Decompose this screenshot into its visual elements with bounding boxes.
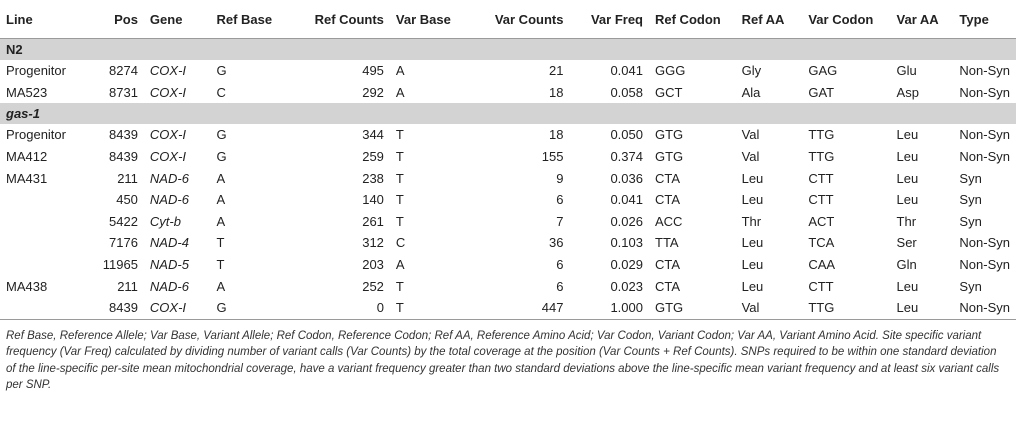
table-row [0, 60, 1016, 82]
table-cell: 238 [362, 170, 384, 186]
table-cell: A [395, 63, 405, 79]
table-cell: 9 [556, 170, 564, 186]
table-cell: C [216, 84, 226, 100]
table-cell: T [395, 192, 404, 208]
table-cell: NAD-4 [149, 235, 189, 251]
table-cell: TTG [802, 297, 890, 319]
table-cell: G [216, 149, 227, 165]
table-cell: Val [741, 127, 760, 143]
header-var-aa: Var AA [891, 0, 954, 39]
table-cell: T [216, 235, 225, 251]
table-row [0, 254, 1016, 276]
table-cell: MA438 [6, 278, 48, 294]
table-cell: GTG [655, 149, 684, 165]
table-cell: Ala [741, 84, 761, 100]
table-cell: 0.036 [610, 170, 643, 186]
table-cell: 211 [117, 170, 138, 186]
table-cell: Val [741, 149, 760, 165]
table-cell: COX-I [149, 127, 187, 143]
table-cell: TTG [808, 127, 835, 143]
table-cell: 8439 [84, 297, 144, 319]
table-cell: 7176 [109, 235, 138, 251]
table-cell: Non-Syn [959, 149, 1010, 165]
table-cell: 0.026 [610, 213, 643, 229]
table-cell: GTG [655, 127, 684, 143]
table-cell: Leu [896, 127, 919, 143]
table-cell: 21 [548, 63, 564, 79]
table-cell: MA412 [6, 149, 48, 165]
table-cell: 18 [548, 84, 564, 100]
table-cell: T [395, 149, 404, 165]
table-cell: G [216, 63, 227, 79]
table-row [0, 211, 1016, 233]
table-cell [0, 211, 84, 233]
table-cell: A [216, 278, 226, 294]
header-pos: Pos [84, 0, 144, 39]
header-type: Type [953, 0, 1016, 39]
table-cell: Non-Syn [959, 84, 1010, 100]
table-cell: Ser [896, 235, 917, 251]
table-cell: CTA [655, 192, 681, 208]
table-cell: Leu [741, 170, 764, 186]
header-gene: Gene [144, 0, 211, 39]
table-row [0, 275, 1016, 297]
table-cell: 211 [117, 278, 138, 294]
table-cell: Leu [741, 192, 764, 208]
table-cell: NAD-6 [149, 278, 189, 294]
table-cell: T [395, 278, 404, 294]
table-cell: 5422 [109, 213, 138, 229]
table-cell [0, 232, 84, 254]
header-ref-codon: Ref Codon [649, 0, 736, 39]
table-cell: 8439 [109, 149, 138, 165]
table-cell: Thr [896, 213, 917, 229]
table-cell: 450 [116, 192, 138, 208]
header-ref-base: Ref Base [210, 0, 294, 39]
table-cell [0, 254, 84, 276]
table-cell: Leu [891, 297, 954, 319]
table-cell: A [216, 192, 226, 208]
table-cell: CTT [808, 192, 834, 208]
table-cell: Syn [959, 278, 982, 294]
table-cell: 0 [295, 297, 390, 319]
table-cell: Non-Syn [959, 235, 1010, 251]
table-body [0, 39, 1016, 320]
table-cell: Asp [896, 84, 919, 100]
table-cell: COX-I [149, 149, 187, 165]
table-cell: CTA [655, 257, 681, 273]
table-cell: 0.058 [610, 84, 643, 100]
table-cell: ACT [808, 213, 835, 229]
table-cell: 7 [556, 213, 564, 229]
table-cell: Syn [959, 213, 982, 229]
header-row [0, 0, 1016, 39]
table-cell: 203 [362, 257, 384, 273]
table-row [0, 146, 1016, 168]
table-cell: GAG [808, 63, 838, 79]
table-cell: T [395, 170, 404, 186]
table-cell: GAT [808, 84, 835, 100]
table-cell: G [210, 297, 294, 319]
table-cell: 261 [362, 213, 384, 229]
table-cell: 11965 [102, 257, 138, 273]
table-cell: Non-Syn [959, 127, 1010, 143]
table-cell: Syn [959, 192, 982, 208]
table-cell: 292 [362, 84, 384, 100]
table-cell: Non-Syn [953, 297, 1016, 319]
table-cell: C [395, 235, 406, 251]
table-cell: CTA [655, 170, 681, 186]
table-cell: 36 [548, 235, 564, 251]
table-cell: Cyt-b [149, 213, 181, 229]
table-cell: 0.050 [610, 127, 643, 143]
table-cell: Leu [896, 170, 919, 186]
table-cell: NAD-6 [149, 170, 189, 186]
table-row [0, 124, 1016, 146]
group-row [0, 103, 1016, 124]
table-cell: Non-Syn [959, 257, 1010, 273]
table-cell: A [216, 170, 226, 186]
header-var-counts: Var Counts [472, 0, 569, 39]
table-cell: TTA [655, 235, 679, 251]
table-cell: 312 [362, 235, 384, 251]
table-row [0, 82, 1016, 104]
table-row [0, 167, 1016, 189]
table-cell: T [395, 213, 404, 229]
table-cell: TCA [808, 235, 835, 251]
table-cell: 0.023 [610, 278, 643, 294]
table-cell: 0.041 [610, 192, 643, 208]
table-cell: CTT [808, 170, 834, 186]
table-cell: 252 [362, 278, 384, 294]
table-cell: Val [736, 297, 803, 319]
table-cell: Non-Syn [959, 63, 1010, 79]
table-cell: Leu [896, 278, 919, 294]
table-cell: CTT [808, 278, 834, 294]
table-cell: Leu [741, 278, 764, 294]
table-cell: A [395, 257, 405, 273]
table-cell: 495 [362, 63, 384, 79]
table-cell: Leu [896, 149, 919, 165]
table-cell: T [395, 127, 404, 143]
table-cell: 447 [472, 297, 569, 319]
header-line: Line [0, 0, 84, 39]
header-var-freq: Var Freq [569, 0, 649, 39]
table-cell: NAD-5 [149, 257, 189, 273]
header-ref-counts: Ref Counts [295, 0, 390, 39]
table-cell: 8439 [109, 127, 138, 143]
table-row [0, 232, 1016, 254]
table-cell: A [395, 84, 405, 100]
table-cell: G [216, 127, 227, 143]
table-cell: COX-I [149, 63, 187, 79]
table-cell: 18 [548, 127, 564, 143]
table-cell: 0.374 [610, 149, 643, 165]
table-cell: CAA [808, 257, 836, 273]
table-cell: MA523 [6, 84, 48, 100]
table-cell: MA431 [6, 170, 48, 186]
table-cell: COX-I [144, 297, 211, 319]
table-cell: Leu [896, 192, 919, 208]
table-cell [0, 189, 84, 211]
table-cell: 155 [541, 149, 564, 165]
table-cell: 6 [556, 257, 564, 273]
group-label: gas-1 [0, 103, 1016, 124]
table-cell [0, 297, 84, 319]
table-cell: 6 [556, 192, 564, 208]
table-cell: 0.041 [610, 63, 643, 79]
table-cell: Gly [741, 63, 762, 79]
table-cell: 344 [362, 127, 384, 143]
table-cell: 1.000 [569, 297, 649, 319]
table-cell: 140 [362, 192, 384, 208]
table-cell: GCT [655, 84, 683, 100]
table-cell: COX-I [149, 84, 187, 100]
table-cell: 259 [362, 149, 384, 165]
table-cell: CTA [655, 278, 681, 294]
table-cell: TTG [808, 149, 835, 165]
table-footnote: Ref Base, Reference Allele; Var Base, Variant Allele; Ref Codon, Reference Codon; Ref AA, Reference Amino Acid; Var Codon, Variant Codon; Var AA, Variant Amino Acid. Site specific variant frequency (Var Freq) calculated by dividing number of variant calls (Var Counts) by the total coverage at the position (Var Counts + Ref Counts). SNPs required to be within one standard deviation of the line-specific per-site mean mitochondrial coverage, have a variant frequency greater than two standard deviations above the line-specific mean variant frequency and at least six variant calls per SNP. [6, 329, 1000, 392]
table-cell: 0.103 [610, 235, 643, 251]
table-row [0, 297, 1016, 319]
table-cell: 8731 [109, 84, 138, 100]
table-cell: Progenitor [6, 63, 66, 79]
group-row [0, 39, 1016, 61]
header-var-base: Var Base [390, 0, 473, 39]
table-cell: Syn [959, 170, 982, 186]
table-cell: T [216, 257, 225, 273]
table-cell: Gln [896, 257, 917, 273]
table-cell: NAD-6 [149, 192, 189, 208]
table-row [0, 189, 1016, 211]
table-cell: Leu [741, 257, 764, 273]
header-ref-aa: Ref AA [736, 0, 803, 39]
table-cell: 8274 [109, 63, 138, 79]
table-cell: 6 [556, 278, 564, 294]
table-cell: T [390, 297, 473, 319]
table-cell: A [216, 213, 226, 229]
group-label: N2 [0, 39, 1016, 61]
table-cell: Thr [741, 213, 762, 229]
table-cell: GTG [649, 297, 736, 319]
table-cell: ACC [655, 213, 683, 229]
header-var-codon: Var Codon [802, 0, 890, 39]
table-cell: Progenitor [6, 127, 66, 143]
table-cell: Leu [741, 235, 764, 251]
table-cell: Glu [896, 63, 917, 79]
table-cell: GGG [655, 63, 686, 79]
table-cell: 0.029 [610, 257, 643, 273]
